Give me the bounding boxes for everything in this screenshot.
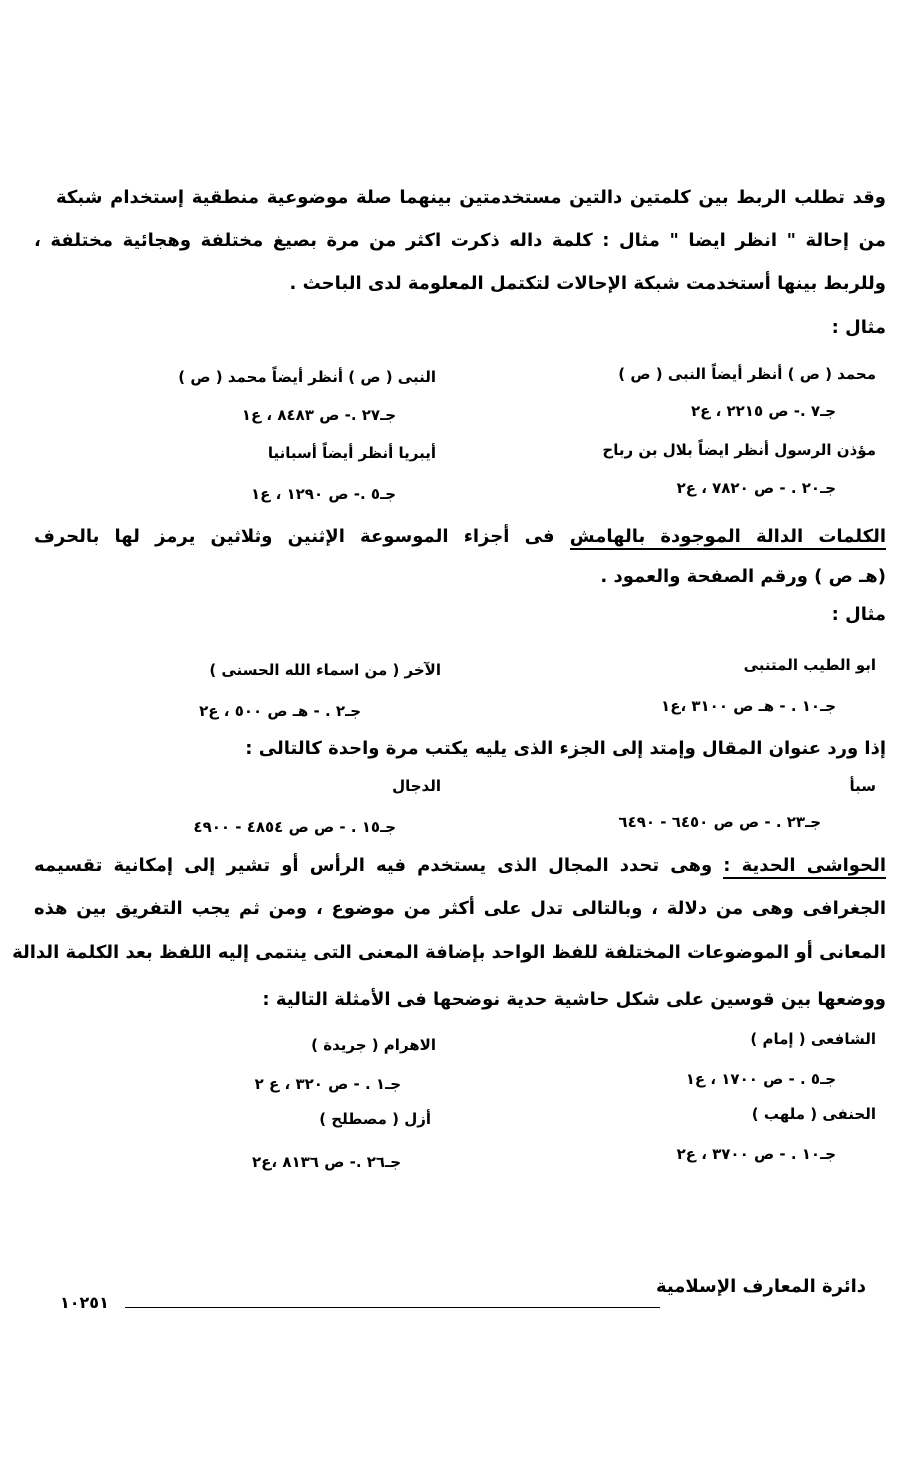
margin-section-line-1	[34, 526, 886, 547]
example-2-left-ref: جـ٢ . - هـ ص ٥٠٠ ، ع٢	[199, 702, 361, 720]
example-4-left-label-2: أزل ( مصطلح )	[319, 1110, 431, 1128]
example-1-left-ref-2: جـ٥ .- ص ١٢٩٠ ، ع١	[250, 485, 396, 503]
notes-section-text: وهى تحدد المجال الذى يستخدم فيه الرأس أو تشير إلى إمكانية تقسيمه	[34, 855, 724, 876]
margin-section-heading: الكلمات الدالة الموجودة بالهامش	[570, 526, 886, 550]
intro-line-2: من إحالة " انظر ايضا " مثال : كلمة داله ذكرت اكثر من مرة بصيغ مختلفة وهجائية مختلفة ،	[34, 230, 886, 251]
example-1-right-ref: جـ٧ .- ص ٢٢١٥ ، ع٢	[690, 402, 836, 420]
example-1-right-label-2: مؤذن الرسول أنظر ايضاً بلال بن رباح	[602, 441, 876, 459]
continued-title: إذا ورد عنوان المقال وإمتد إلى الجزء الذى يليه يكتب مرة واحدة كالتالى :	[245, 738, 886, 759]
example-label-1: مثال :	[831, 317, 886, 338]
margin-section-text: فى أجزاء الموسوعة الإثنين وثلاثين يرمز لها بالحرف	[34, 526, 570, 547]
example-1-left-ref: جـ٢٧ .- ص ٨٤٨٣ ، ع١	[241, 406, 396, 424]
example-1-right-ref-2: جـ٢٠ . - ص ٧٨٢٠ ، ع٢	[676, 479, 836, 497]
example-3-right-label: سبأ	[849, 777, 876, 795]
example-1-right-label: محمد ( ص ) أنظر أيضاً النبى ( ص )	[618, 365, 876, 383]
example-4-right-label-2: الحنفى ( ملهب )	[751, 1105, 876, 1123]
margin-section-line-2: (هـ ص ) ورقم الصفحة والعمود .	[600, 566, 886, 587]
example-3-left-ref: جـ١٥ . - ص ص ٤٨٥٤ - ٤٩٠٠	[193, 818, 396, 836]
example-3-left-label: الدجال	[392, 777, 441, 795]
example-label-2: مثال :	[831, 604, 886, 625]
intro-line-3: وللربط بينها أستخدمت شبكة الإحالات لتكتمل المعلومة لدى الباحث .	[289, 273, 886, 294]
example-3-right-ref: جـ٢٣ . - ص ص ٦٤٥٠ - ٦٤٩٠	[618, 813, 821, 831]
footer-title: دائرة المعارف الإسلامية	[655, 1276, 866, 1297]
notes-section-line-1	[34, 855, 886, 876]
example-4-right-label: الشافعى ( إمام )	[750, 1030, 876, 1048]
notes-section-line-4: ووضعها بين قوسين على شكل حاشية حدية نوضحها فى الأمثلة التالية :	[262, 989, 886, 1010]
example-2-right-ref: جـ١٠ . - هـ ص ٣١٠٠ ،ع١	[661, 697, 836, 715]
notes-section-heading: الحواشى الحدية :	[723, 855, 886, 879]
example-4-left-ref: جـ١ . - ص ٣٢٠ ، ع ٢	[254, 1075, 401, 1093]
example-2-left-label: الآخر ( من اسماء الله الحسنى )	[209, 661, 441, 679]
intro-line-1: وقد تطلب الربط بين كلمتين دالتين مستخدمتين بينهما صلة موضوعية منطقية إستخدام شبكة	[56, 187, 886, 208]
example-1-left-label-2: أيبريا أنظر أيضاً أسبانيا	[267, 444, 436, 462]
example-2-right-label: ابو الطيب المتنبى	[743, 656, 876, 674]
notes-section-line-2: الجغرافى وهى من دلالة ، وبالتالى تدل على أكثر من موضوع ، ومن ثم يجب التفريق بين هذه	[34, 898, 886, 919]
footer-rule	[125, 1307, 660, 1308]
example-4-left-label: الاهرام ( جريدة )	[311, 1036, 436, 1054]
page-number: ١٠٢٥١	[60, 1293, 109, 1312]
example-4-right-ref-2: جـ١٠ . - ص ٣٧٠٠ ، ع٢	[676, 1145, 836, 1163]
example-4-right-ref: جـ٥ . - ص ١٧٠٠ ، ع١	[685, 1070, 836, 1088]
notes-section-line-3: المعانى أو الموضوعات المختلفة للفظ الواحد بإضافة المعنى التى ينتمى إليه اللفظ بعد الكلمة الدالة	[12, 942, 886, 963]
example-1-left-label: النبى ( ص ) أنظر أيضاً محمد ( ص )	[178, 368, 436, 386]
example-4-left-ref-2: جـ٢٦ .- ص ٨١٣٦ ،ع٢	[252, 1153, 401, 1171]
